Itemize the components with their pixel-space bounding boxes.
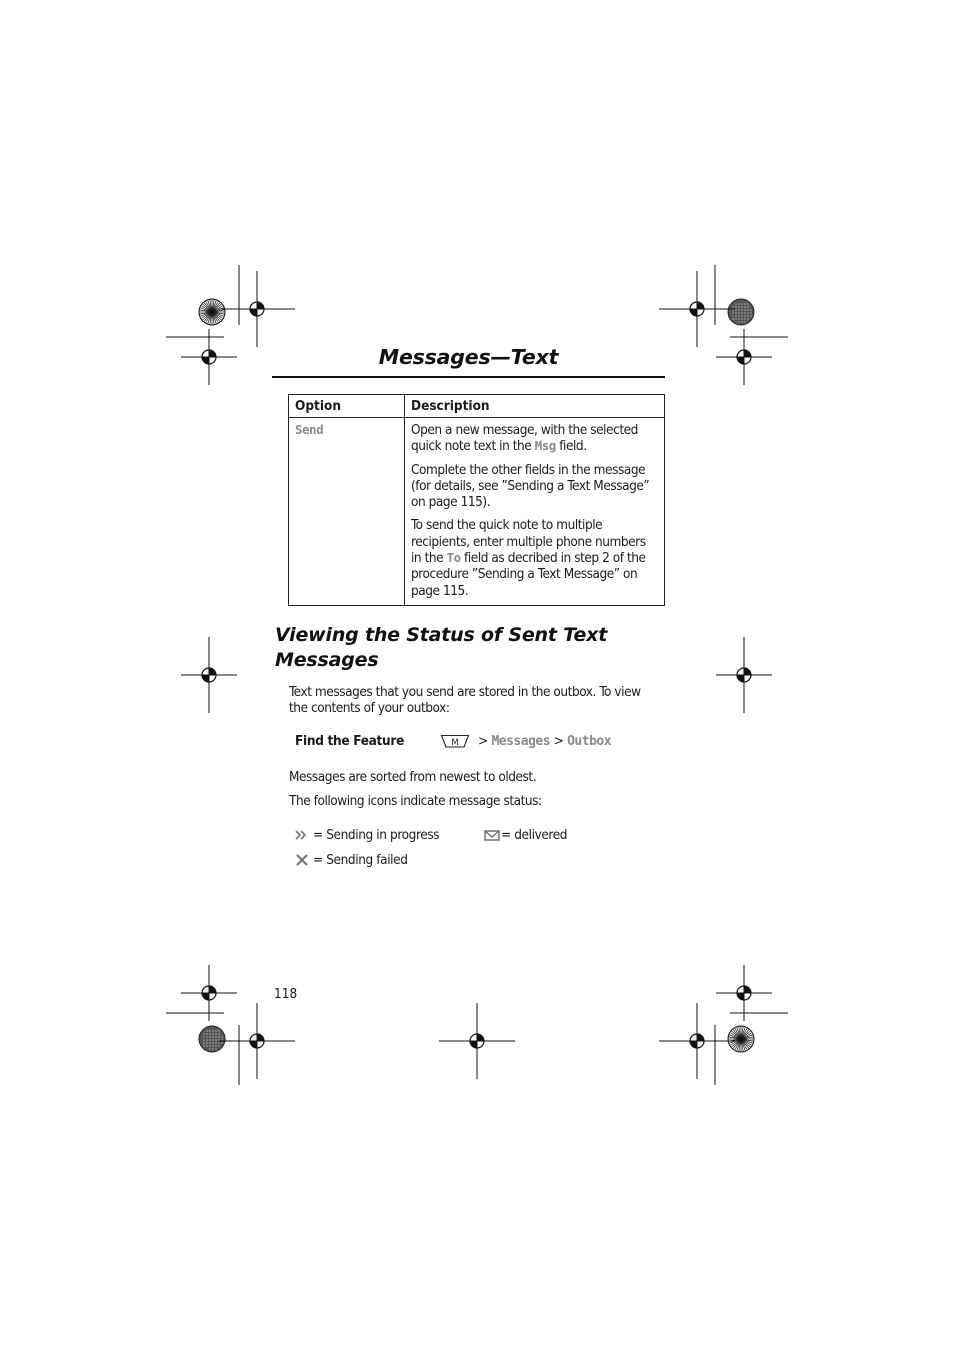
status-label: = delivered	[501, 827, 568, 843]
field-keyword: Msg	[534, 438, 556, 454]
description-text: field as decribed in step 2 of the procedure ”Sending a Text Message” on page 115.	[411, 550, 646, 599]
description-paragraph	[411, 422, 658, 455]
description-paragraph	[411, 517, 658, 598]
description-text: Complete the other fields in the message (for details, see ”Sending a Text Message” on page 115).	[411, 461, 650, 511]
registration-target	[659, 1003, 735, 1079]
section-heading: Viewing the Status of Sent Text Messages	[275, 624, 608, 671]
registration-target	[439, 1003, 515, 1079]
intro-paragraph: Text messages that you send are stored in the outbox. To view the contents of your outbox:	[289, 684, 641, 717]
path-separator: >	[553, 733, 564, 749]
field-keyword: To	[446, 550, 461, 566]
table-header-row	[289, 395, 665, 418]
option-cell	[289, 418, 405, 606]
failed-x-icon	[294, 853, 310, 867]
sending-icon	[294, 828, 310, 842]
menu-key-icon	[440, 734, 470, 753]
registration-target	[219, 271, 295, 347]
page-title: Messages—Text	[378, 345, 559, 369]
path-step-messages: Messages	[491, 734, 551, 749]
description-text: field.	[555, 438, 587, 455]
description-paragraph	[411, 462, 658, 511]
status-failed	[294, 852, 408, 868]
status-delivered	[484, 827, 567, 843]
options-table	[288, 394, 665, 606]
status-label: = Sending failed	[313, 852, 408, 868]
status-sending	[294, 827, 439, 843]
svg-text:M: M	[451, 738, 459, 748]
halftone-mark	[728, 299, 754, 325]
title-rule	[272, 376, 665, 378]
status-label: = Sending in progress	[313, 827, 440, 843]
header-description: Description	[405, 395, 665, 418]
find-feature-label: Find the Feature	[295, 733, 405, 749]
description-text: To send the quick note to multiple recipients, enter multiple phone numbers in the	[411, 517, 646, 567]
icons-note: The following icons indicate message status:	[289, 793, 542, 809]
envelope-icon	[484, 828, 500, 842]
feature-path	[478, 733, 611, 749]
table-row	[289, 418, 665, 606]
page-number: 118	[274, 986, 298, 1002]
registration-target	[659, 271, 735, 347]
starburst-mark	[728, 1026, 754, 1052]
halftone-mark	[199, 1026, 225, 1052]
description-text: Open a new message, with the selected quick note text in the	[411, 422, 638, 455]
registration-target	[219, 1003, 295, 1079]
path-separator: >	[478, 733, 488, 749]
sorted-note: Messages are sorted from newest to oldest.	[289, 769, 537, 785]
header-option: Option	[289, 395, 405, 418]
option-name: Send	[295, 422, 324, 437]
starburst-mark	[199, 299, 225, 325]
path-step-outbox: Outbox	[567, 734, 612, 749]
description-cell	[405, 418, 665, 606]
